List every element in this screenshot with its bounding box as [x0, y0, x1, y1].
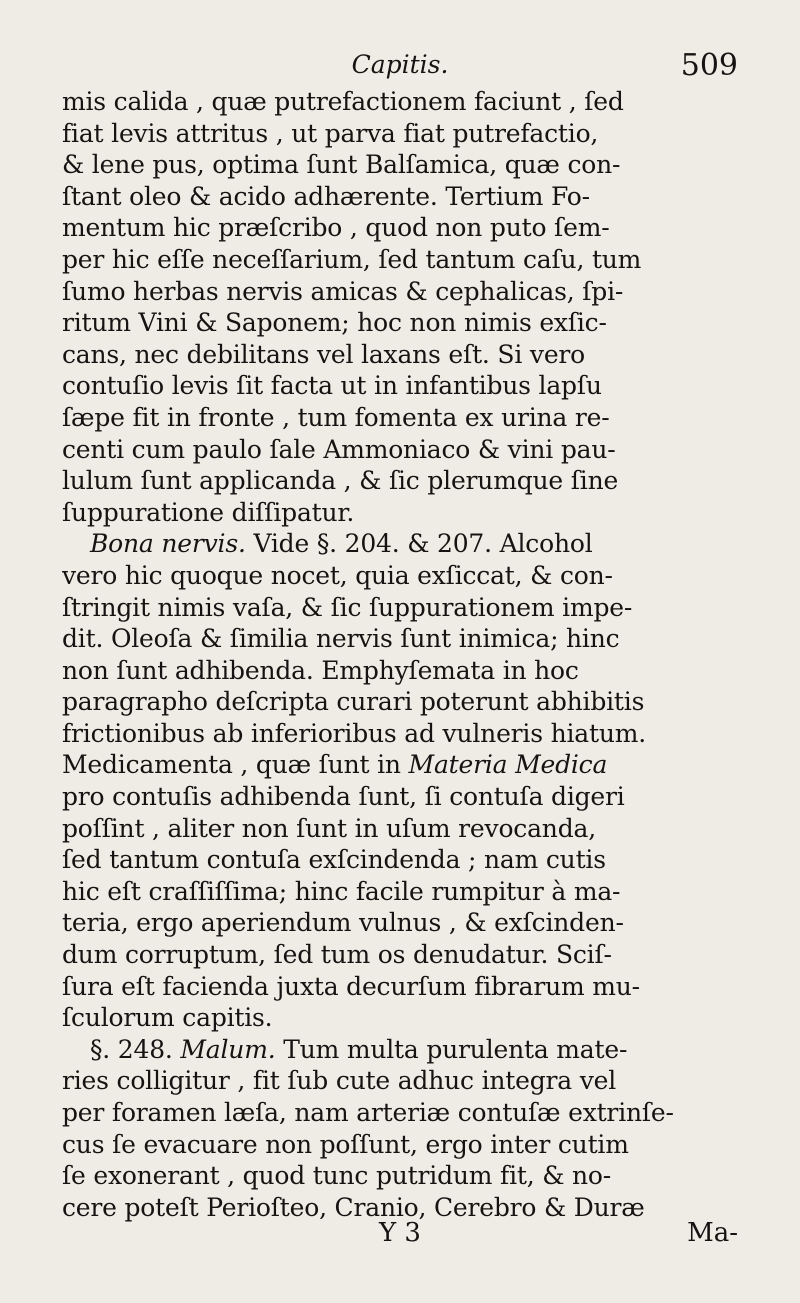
text-line: ſuppuratione diſſipatur. — [62, 497, 355, 527]
running-title: Capitis. — [351, 50, 449, 79]
text-line: ſe exonerant , quod tunc putridum fit, & no- — [62, 1161, 612, 1191]
text-line: ſculorum capitis. — [62, 1003, 273, 1033]
text-line: ritum Vini & Saponem; hoc non nimis exſic- — [62, 308, 607, 338]
text-line: lulum ſunt applicanda , & ſic plerumque ſine — [62, 466, 619, 496]
text-line: fiat levis attritus , ut parva fiat putrefactio, — [62, 118, 599, 148]
catchword: Ma- — [687, 1218, 738, 1248]
text-line: cans, nec debilitans vel laxans eſt. Si vero — [62, 339, 586, 369]
text-line: non ſunt adhibenda. Emphyſemata in hoc — [62, 655, 579, 685]
text-line: ſura eſt facienda juxta decurſum fibrarum mu- — [62, 971, 640, 1001]
text-line: mis calida , quæ putrefactionem faciunt , ſed — [62, 87, 624, 116]
text-line: paragrapho deſcripta curari poterunt abhibitis — [62, 687, 645, 717]
signature-mark: Y 3 — [379, 1218, 421, 1248]
page-number: 509 — [680, 48, 738, 83]
text-line: dit. Oleoſa & ſimilia nervis ſunt inimica; hinc — [62, 624, 620, 654]
body-text — [62, 86, 738, 1223]
text-line: poſſint , aliter non ſunt in uſum revocanda, — [62, 813, 596, 843]
paragraph-lead-italic: Malum. — [180, 1034, 276, 1064]
text-span: Medicamenta , quæ ſunt in — [62, 750, 409, 780]
text-line: dum corruptum, ſed tum os denudatur. Sciſ- — [62, 940, 612, 970]
text-line: & lene pus, optima ſunt Balſamica, quæ con- — [62, 150, 621, 180]
text-line: centi cum paulo ſale Ammoniaco & vini pau- — [62, 434, 616, 464]
paragraph-start-line — [62, 528, 738, 560]
text-line: vero hic quoque nocet, quia exſiccat, & con- — [62, 560, 613, 590]
text-line: ſæpe fit in fronte , tum fomenta ex urina re- — [62, 402, 610, 432]
page-footer — [62, 1218, 738, 1258]
text-line: cere poteſt Perioſteo, Cranio, Cerebro & Duræ — [62, 1192, 645, 1222]
text-line: mentum hic præſcribo , quod non puto ſem- — [62, 213, 610, 243]
text-line: contuſio levis ſit facta ut in infantibus lapſu — [62, 371, 602, 401]
paragraph-start-line — [62, 1034, 738, 1066]
text-line: teria, ergo aperiendum vulnus , & exſcinden- — [62, 908, 624, 938]
text-line: cus ſe evacuare non poſſunt, ergo inter cutim — [62, 1129, 629, 1159]
text-span: Vide §. 204. & 207. Alcohol — [245, 529, 593, 559]
text-line: hic eſt craſſiſſima; hinc facile rumpitur à ma- — [62, 876, 621, 906]
text-line — [62, 749, 738, 781]
text-line: ſtringit nimis vaſa, & ſic ſuppurationem impe- — [62, 592, 633, 622]
text-line: ſtant oleo & acido adhærente. Tertium Fo- — [62, 181, 590, 211]
text-line: ſed tantum contuſa exſcindenda ; nam cutis — [62, 845, 606, 875]
text-line: per hic eſſe neceſſarium, ſed tantum caſu, tum — [62, 244, 642, 274]
section-number: §. 248. — [90, 1034, 181, 1064]
text-line: frictionibus ab inferioribus ad vulneris hiatum. — [62, 718, 646, 748]
text-line: pro contuſis adhibenda ſunt, ſi contuſa digeri — [62, 782, 625, 812]
text-line: per foramen læſa, nam arteriæ contuſæ extrinſe- — [62, 1098, 674, 1127]
text-line: ries colligitur , fit ſub cute adhuc integra vel — [62, 1066, 617, 1096]
materia-medica-italic: Materia Medica — [408, 750, 608, 780]
text-line: ſumo herbas nervis amicas & cephalicas, ſpi- — [62, 276, 624, 306]
paragraph-lead-italic: Bona nervis. — [90, 529, 246, 559]
text-span: Tum multa purulenta mate- — [275, 1034, 628, 1064]
